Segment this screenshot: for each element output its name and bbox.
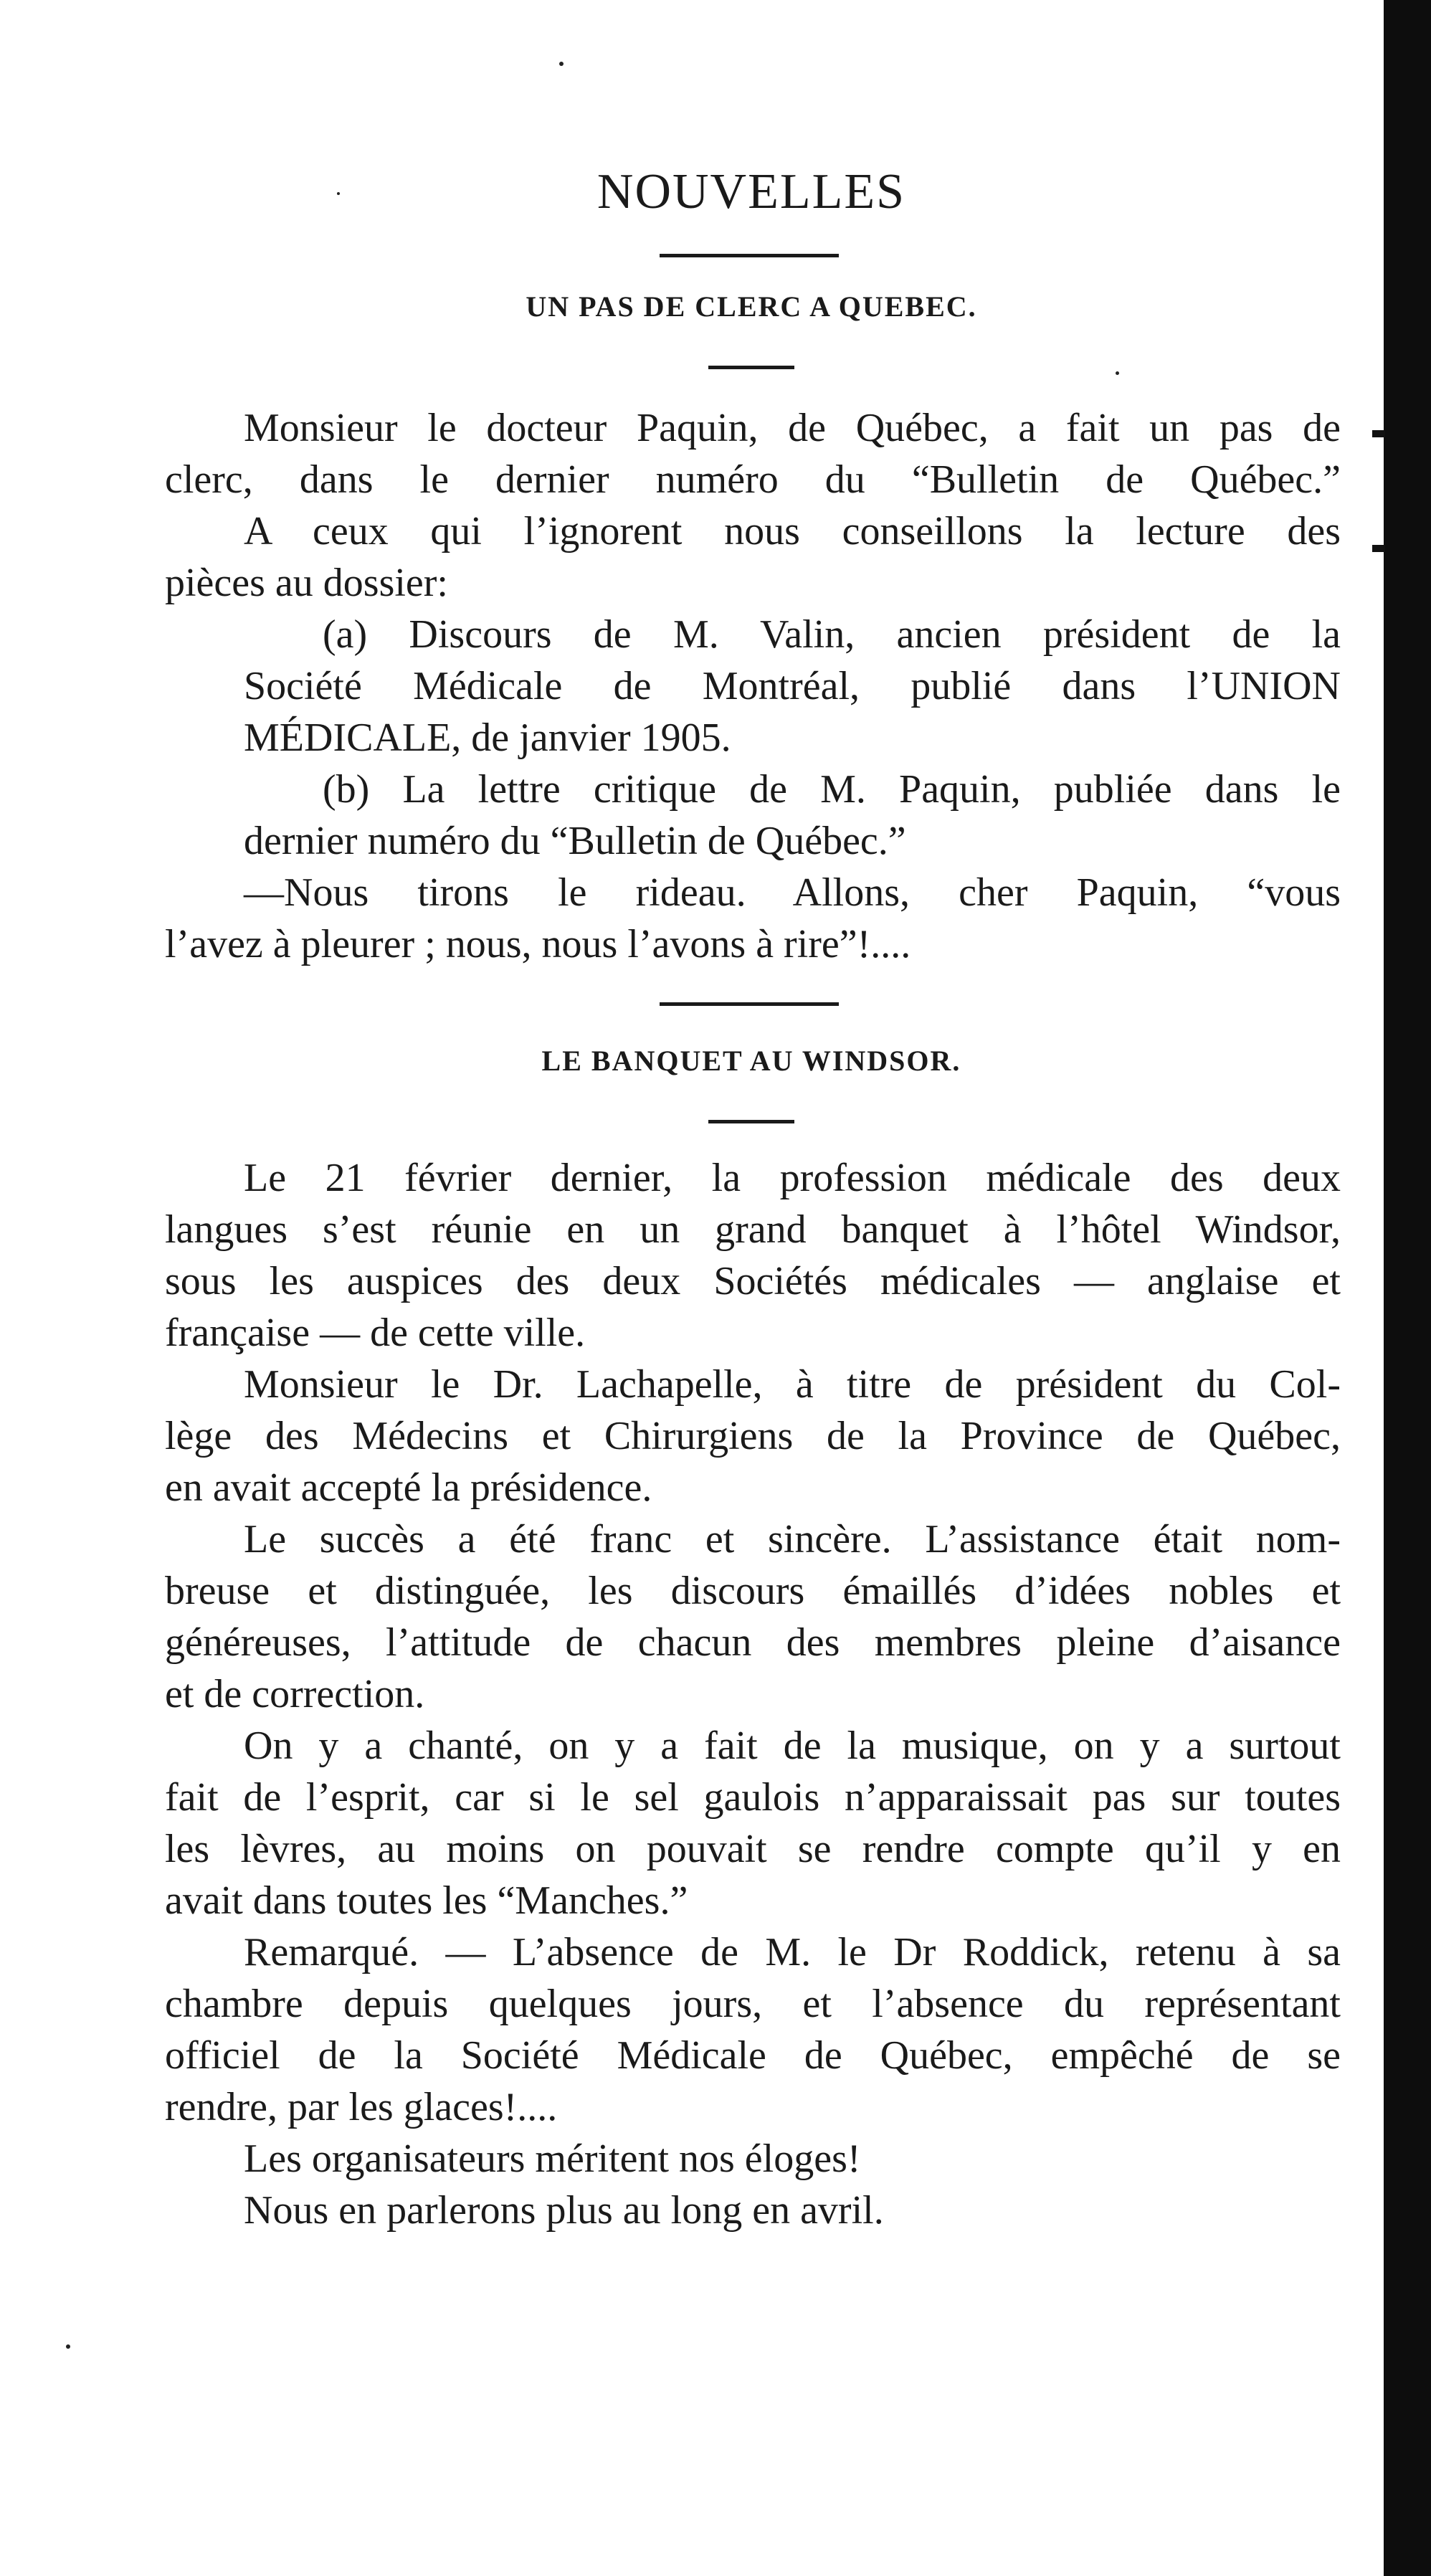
text-line: Monsieur le docteur Paquin, de Québec, a fait un pas de	[244, 406, 1341, 450]
text-line: —Nous tirons le rideau. Allons, cher Paquin, “vous	[244, 870, 1341, 915]
text-line: lège des Médecins et Chirurgiens de la Province de Québec,	[165, 1414, 1341, 1458]
text-line: Nous en parlerons plus au long en avril.	[244, 2188, 884, 2233]
speck	[1116, 371, 1119, 375]
text-line: Société Médicale de Montréal, publié dans l’UNION	[244, 664, 1341, 708]
section-heading-banquet: LE BANQUET AU WINDSOR.	[541, 1045, 961, 1077]
text-line: breuse et distinguée, les discours émaillés d’idées nobles et	[165, 1569, 1341, 1613]
text-line: en avait accepté la présidence.	[165, 1465, 652, 1510]
text-line: On y a chanté, on y a fait de la musique, on y a surtout	[244, 1724, 1341, 1768]
text-line: (b) La lettre critique de M. Paquin, publiée dans le	[323, 767, 1341, 812]
text-line: A ceux qui l’ignorent nous conseillons la lecture des	[244, 509, 1341, 553]
section-rule	[708, 366, 794, 369]
text-line: et de correction.	[165, 1672, 425, 1716]
text-line: Les organisateurs méritent nos éloges!	[244, 2137, 861, 2181]
page-title: NOUVELLES	[596, 164, 906, 219]
text-line: Remarqué. — L’absence de M. le Dr Roddick, retenu à sa	[244, 1930, 1341, 1974]
edge-notch	[1372, 545, 1385, 552]
text-line: française — de cette ville.	[165, 1311, 586, 1355]
text-line: Le succès a été franc et sincère. L’assistance était nom-	[244, 1517, 1341, 1562]
section-heading-pas-de-clerc: UN PAS DE CLERC A QUEBEC.	[526, 290, 977, 323]
text-line: clerc, dans le dernier numéro du “Bulletin de Québec.”	[165, 457, 1341, 502]
page-edge-shadow	[1384, 0, 1431, 2576]
text-line: Monsieur le Dr. Lachapelle, à titre de président du Col-	[244, 1362, 1341, 1407]
text-line: généreuses, l’attitude de chacun des membres pleine d’aisance	[165, 1620, 1341, 1665]
speck	[66, 2344, 70, 2349]
text-line: officiel de la Société Médicale de Québec, empêché de se	[165, 2033, 1341, 2078]
text-line: Le 21 février dernier, la profession médicale des deux	[244, 1156, 1341, 1200]
section-rule	[708, 1120, 794, 1123]
text-line: rendre, par les glaces!....	[165, 2085, 558, 2129]
text-line: les lèvres, au moins on pouvait se rendre compte qu’il y en	[165, 1827, 1341, 1871]
text-line: langues s’est réunie en un grand banquet à l’hôtel Windsor,	[165, 1207, 1341, 1252]
text-line: dernier numéro du “Bulletin de Québec.”	[244, 819, 906, 863]
text-line: sous les auspices des deux Sociétés médicales — anglaise et	[165, 1259, 1341, 1303]
section-divider	[660, 1002, 839, 1006]
text-line: MÉDICALE, de janvier 1905.	[244, 716, 731, 760]
text-line: pièces au dossier:	[165, 561, 448, 605]
text-line: fait de l’esprit, car si le sel gaulois n’apparaissait pas sur toutes	[165, 1775, 1341, 1820]
speck	[559, 62, 564, 66]
text-line: avait dans toutes les “Manches.”	[165, 1878, 688, 1923]
title-rule	[660, 254, 839, 257]
edge-notch	[1372, 430, 1385, 437]
text-line: chambre depuis quelques jours, et l’absence du représentant	[165, 1982, 1341, 2026]
text-line: (a) Discours de M. Valin, ancien président de la	[323, 612, 1341, 657]
text-line: l’avez à pleurer ; nous, nous l’avons à rire”!....	[165, 922, 911, 966]
